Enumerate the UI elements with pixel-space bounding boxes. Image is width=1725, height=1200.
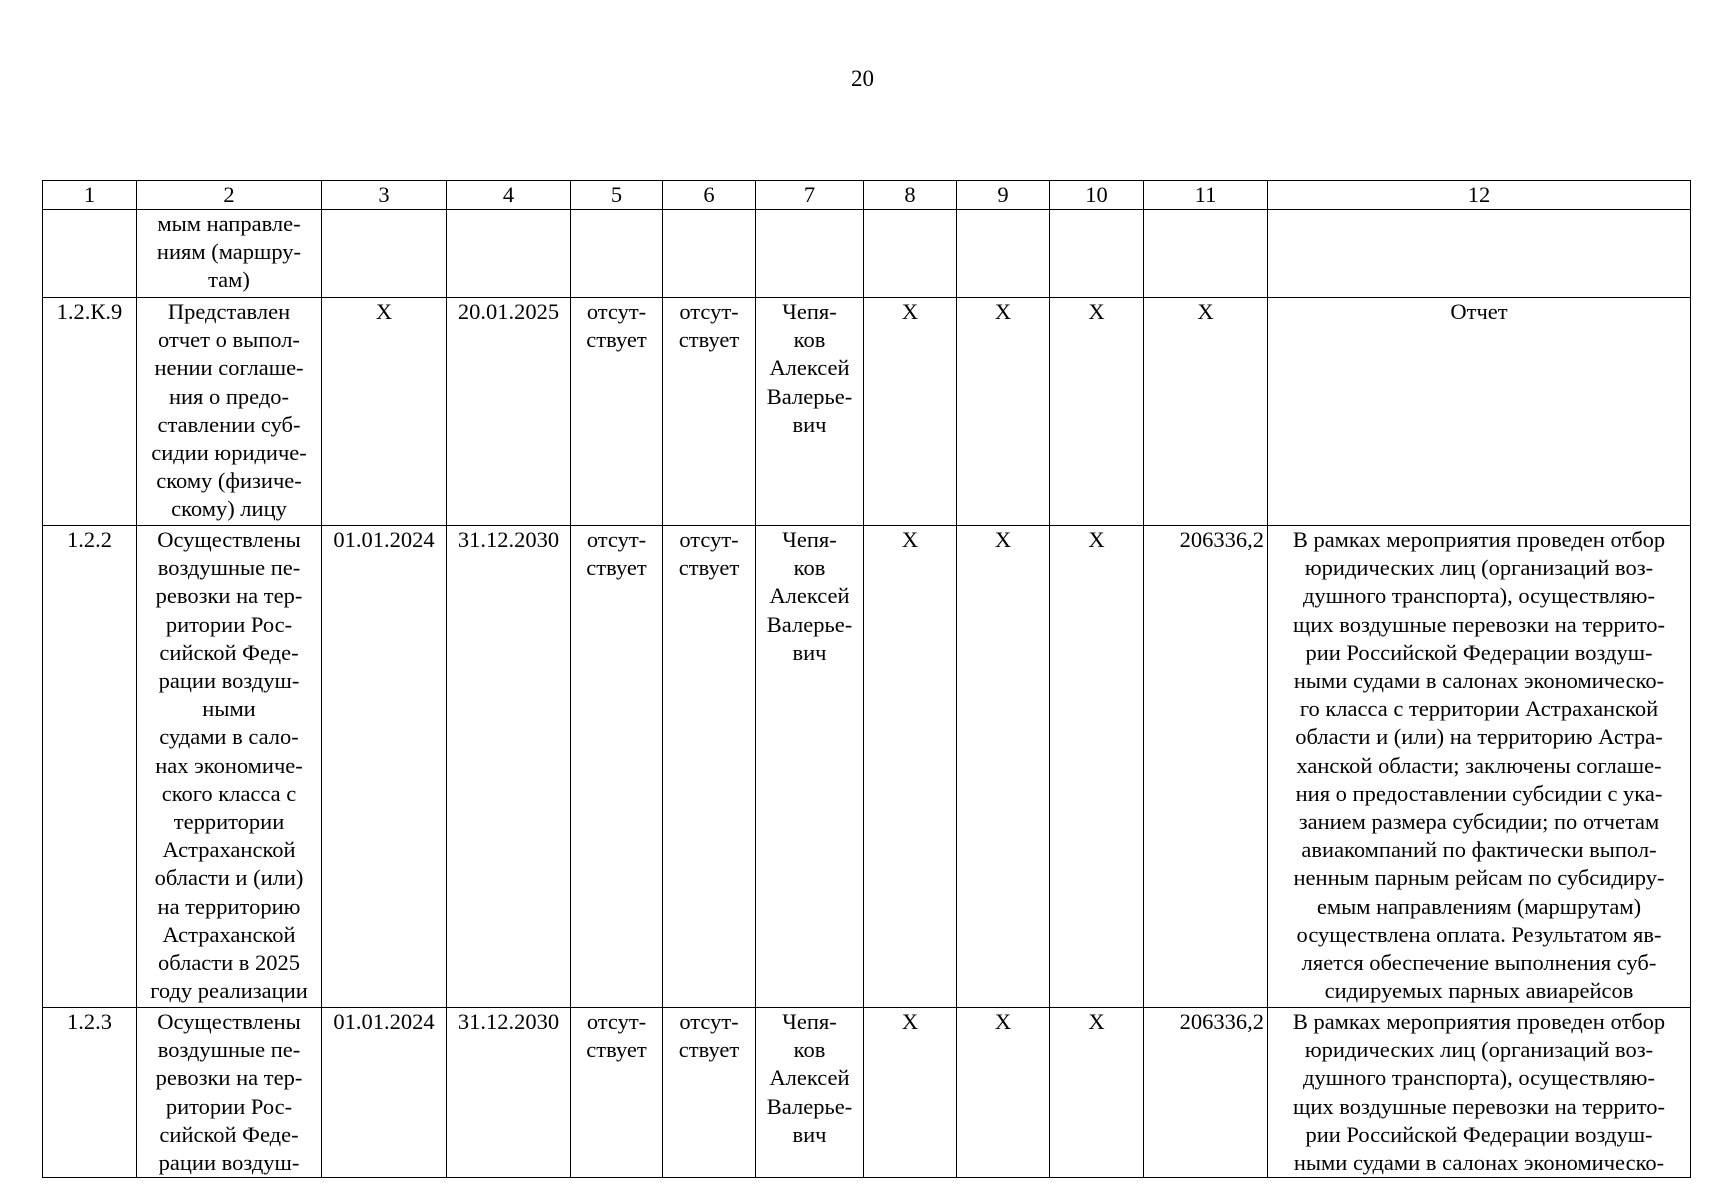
column-number-row: [43, 181, 1691, 210]
responsible-person: Чепя- ков Алексей Валерье- вич: [756, 1008, 864, 1178]
activity-name: Осуществлены воздушные пе- ревозки на тер- ритории Рос- сийской Феде- рации воздуш-: [137, 1008, 322, 1178]
column-8-value: [864, 210, 957, 298]
column-11-value: Х: [1144, 298, 1268, 526]
column-number: 4: [447, 181, 571, 210]
end-date: 20.01.2025: [447, 298, 571, 526]
column-10-value: Х: [1050, 298, 1144, 526]
column-number: 11: [1144, 181, 1268, 210]
column-number: 12: [1268, 181, 1691, 210]
column-11-value: 206336,2: [1144, 526, 1268, 1008]
activity-name: мым направле- ниям (маршру- там): [137, 210, 322, 298]
column-6-value: отсут- ствует: [663, 1008, 756, 1178]
column-11-value: [1144, 210, 1268, 298]
column-10-value: [1050, 210, 1144, 298]
column-9-value: [957, 210, 1050, 298]
start-date: Х: [322, 298, 447, 526]
table-row: [43, 526, 1691, 1008]
column-number: 1: [43, 181, 137, 210]
column-10-value: Х: [1050, 526, 1144, 1008]
result-description: Отчет: [1268, 298, 1691, 526]
column-number: 10: [1050, 181, 1144, 210]
column-5-value: отсут- ствует: [571, 1008, 663, 1178]
column-number: 9: [957, 181, 1050, 210]
column-number: 3: [322, 181, 447, 210]
table-row: [43, 1008, 1691, 1178]
column-8-value: Х: [864, 526, 957, 1008]
row-number: 1.2.2: [43, 526, 137, 1008]
column-number: 2: [137, 181, 322, 210]
start-date: [322, 210, 447, 298]
column-10-value: Х: [1050, 1008, 1144, 1178]
row-number: 1.2.К.9: [43, 298, 137, 526]
activity-name: Представлен отчет о выпол- нении соглаше- ния о предо- ставлении суб- сидии юридиче- скому (физиче- скому) лицу: [137, 298, 322, 526]
column-number: 8: [864, 181, 957, 210]
column-9-value: Х: [957, 526, 1050, 1008]
column-5-value: отсут- ствует: [571, 298, 663, 526]
result-description: [1268, 210, 1691, 298]
column-number: 6: [663, 181, 756, 210]
column-number: 5: [571, 181, 663, 210]
column-8-value: Х: [864, 1008, 957, 1178]
end-date: [447, 210, 571, 298]
table-row: [43, 210, 1691, 298]
responsible-person: Чепя- ков Алексей Валерье- вич: [756, 298, 864, 526]
activity-name: Осуществлены воздушные пе- ревозки на тер- ритории Рос- сийской Феде- рации воздуш- ными судами в сало- нах экономиче- ского класса с территории Астраханской области и (или) на территорию Астраханской области в 2025 году реализации: [137, 526, 322, 1008]
start-date: 01.01.2024: [322, 1008, 447, 1178]
column-5-value: отсут- ствует: [571, 526, 663, 1008]
column-5-value: [571, 210, 663, 298]
result-description: В рамках мероприятия проведен отбор юридических лиц (организаций воз- душного транспорта), осуществляю- щих воздушные перевозки на террито- рии Российской Федерации воздуш- ными судами в салонах экономическо-: [1268, 1008, 1691, 1178]
column-9-value: Х: [957, 298, 1050, 526]
result-description: В рамках мероприятия проведен отбор юридических лиц (организаций воз- душного транспорта), осуществляю- щих воздушные перевозки на террито- рии Российской Федерации воздуш- ными судами в салонах экономическо- го класса с территории Астраханской области и (или) на территорию Астра- ханской области; заключены соглаше- ния о предоставлении субсидии с ука- занием размера субсидии; по отчетам авиакомпаний по фактически выпол- ненным парным рейсам по субсидиру- емым направлениям (маршрутам) осуществлена оплата. Результатом яв- ляется обеспечение выполнения суб- сидируемых парных авиарейсов: [1268, 526, 1691, 1008]
row-number: [43, 210, 137, 298]
responsible-person: Чепя- ков Алексей Валерье- вич: [756, 526, 864, 1008]
column-9-value: Х: [957, 1008, 1050, 1178]
table-row: [43, 298, 1691, 526]
column-number: 7: [756, 181, 864, 210]
column-6-value: [663, 210, 756, 298]
column-8-value: Х: [864, 298, 957, 526]
column-6-value: отсут- ствует: [663, 526, 756, 1008]
row-number: 1.2.3: [43, 1008, 137, 1178]
responsible-person: [756, 210, 864, 298]
column-6-value: отсут- ствует: [663, 298, 756, 526]
start-date: 01.01.2024: [322, 526, 447, 1008]
end-date: 31.12.2030: [447, 1008, 571, 1178]
end-date: 31.12.2030: [447, 526, 571, 1008]
activities-table: [42, 180, 1691, 1178]
page-number: 20: [851, 66, 874, 91]
column-11-value: 206336,2: [1144, 1008, 1268, 1178]
